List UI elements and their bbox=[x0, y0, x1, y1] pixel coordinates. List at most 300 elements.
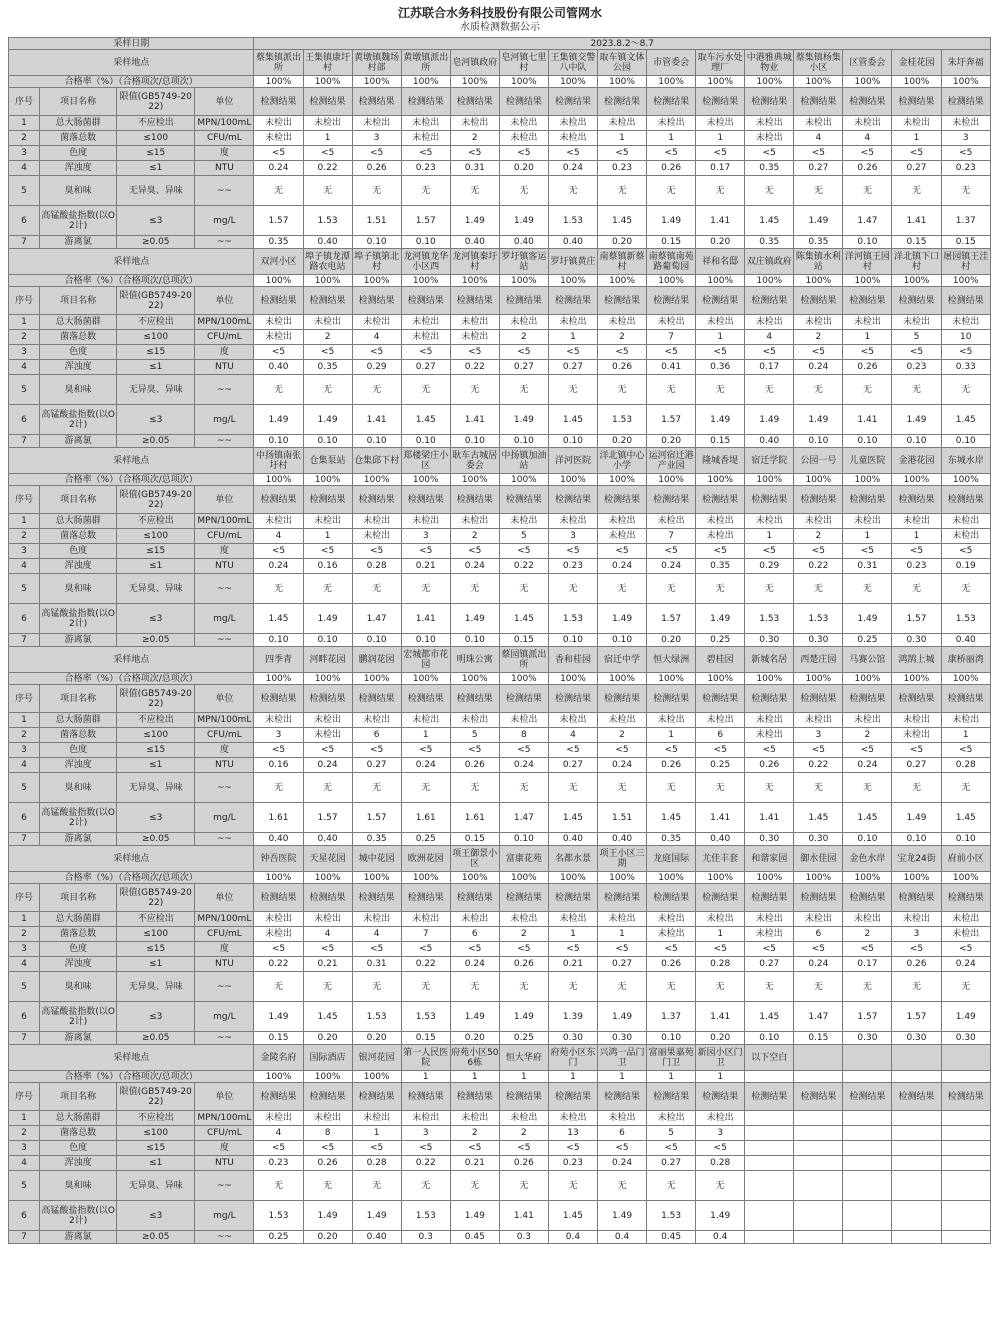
item-name: 总大肠菌群 bbox=[40, 713, 117, 728]
item-unit: CFU/mL bbox=[195, 330, 254, 345]
result-cell: 未检出 bbox=[303, 116, 352, 131]
result-cell: 1.49 bbox=[254, 1002, 303, 1032]
result-cell: 无 bbox=[450, 176, 499, 206]
result-cell: 未检出 bbox=[745, 927, 794, 942]
result-cell: 1 bbox=[401, 728, 450, 743]
site-name: 宏城都市花园 bbox=[401, 647, 450, 673]
site-name: 金桂花园 bbox=[892, 50, 941, 76]
pass-rate-value bbox=[892, 1071, 941, 1083]
result-cell: 0.30 bbox=[794, 634, 843, 647]
result-cell: 0.35 bbox=[745, 161, 794, 176]
item-number: 3 bbox=[9, 345, 40, 360]
result-cell: 无 bbox=[892, 375, 941, 405]
result-cell: <5 bbox=[303, 345, 352, 360]
result-cell: 0.10 bbox=[597, 634, 646, 647]
result-cell: <5 bbox=[696, 146, 745, 161]
result-cell: 0.24 bbox=[450, 559, 499, 574]
result-cell: 无 bbox=[597, 1171, 646, 1201]
result-cell: 2 bbox=[450, 1126, 499, 1141]
item-limit: ≤15 bbox=[117, 345, 195, 360]
result-cell: 1.57 bbox=[647, 405, 696, 435]
result-cell: 7 bbox=[647, 529, 696, 544]
result-cell: 未检出 bbox=[597, 529, 646, 544]
result-cell: <5 bbox=[401, 942, 450, 957]
result-cell: 无 bbox=[794, 574, 843, 604]
result-cell: 0.15 bbox=[941, 236, 990, 249]
result-cell: 未检出 bbox=[352, 514, 401, 529]
result-cell: 无 bbox=[745, 375, 794, 405]
result-cell: 0.20 bbox=[696, 1032, 745, 1045]
item-limit: 无异臭、异味 bbox=[117, 574, 195, 604]
result-cell: 2 bbox=[597, 330, 646, 345]
result-cell: <5 bbox=[892, 146, 941, 161]
item-limit: ≥0.05 bbox=[117, 1231, 195, 1244]
item-row bbox=[9, 375, 991, 405]
site-name: 项王御景小区 bbox=[450, 846, 499, 872]
result-cell: 0.20 bbox=[696, 236, 745, 249]
result-cell: <5 bbox=[745, 544, 794, 559]
item-number: 5 bbox=[9, 1171, 40, 1201]
header-item-name: 项目名称 bbox=[40, 685, 117, 713]
result-cell: 0.10 bbox=[352, 435, 401, 448]
item-name: 游离氯 bbox=[40, 435, 117, 448]
item-limit: ≤100 bbox=[117, 529, 195, 544]
header-item-name: 项目名称 bbox=[40, 88, 117, 116]
item-row bbox=[9, 1231, 991, 1244]
item-limit: ≤3 bbox=[117, 206, 195, 236]
result-cell: 5 bbox=[450, 728, 499, 743]
result-cell: 0.27 bbox=[401, 360, 450, 375]
result-cell: 未检出 bbox=[499, 514, 548, 529]
header-result: 检测结果 bbox=[254, 884, 303, 912]
result-cell: 0.24 bbox=[597, 559, 646, 574]
result-cell: 无 bbox=[499, 773, 548, 803]
site-name: 洋北镇下口村 bbox=[892, 249, 941, 275]
header-result: 检测结果 bbox=[843, 88, 892, 116]
result-cell: 0.24 bbox=[597, 758, 646, 773]
result-cell: 无 bbox=[352, 972, 401, 1002]
result-cell: 0.10 bbox=[254, 634, 303, 647]
item-name: 高锰酸盐指数(以O2计) bbox=[40, 1002, 117, 1032]
result-cell: <5 bbox=[892, 345, 941, 360]
result-cell: <5 bbox=[941, 345, 990, 360]
result-cell: 0.24 bbox=[794, 360, 843, 375]
item-unit: CFU/mL bbox=[195, 529, 254, 544]
item-number: 6 bbox=[9, 604, 40, 634]
result-cell: 0.10 bbox=[941, 833, 990, 846]
item-number: 1 bbox=[9, 713, 40, 728]
item-number: 4 bbox=[9, 957, 40, 972]
result-cell: 0.22 bbox=[401, 1156, 450, 1171]
result-cell: 1.41 bbox=[401, 604, 450, 634]
item-limit: ≤100 bbox=[117, 927, 195, 942]
result-cell: 0.35 bbox=[254, 236, 303, 249]
result-cell: 0.17 bbox=[843, 957, 892, 972]
result-cell: 1 bbox=[941, 728, 990, 743]
site-row bbox=[9, 50, 991, 76]
result-cell: 1.45 bbox=[794, 803, 843, 833]
result-cell: 1 bbox=[548, 330, 597, 345]
item-row bbox=[9, 604, 991, 634]
header-result: 检测结果 bbox=[843, 287, 892, 315]
result-cell: 1 bbox=[597, 927, 646, 942]
item-name: 高锰酸盐指数(以O2计) bbox=[40, 206, 117, 236]
result-cell: 无 bbox=[401, 176, 450, 206]
site-name: 南蔡镇新蔡村 bbox=[597, 249, 646, 275]
result-cell: 1.41 bbox=[696, 803, 745, 833]
pass-rate-value: 100% bbox=[794, 872, 843, 884]
site-name: 天星花园 bbox=[303, 846, 352, 872]
result-cell bbox=[794, 1231, 843, 1244]
item-unit: ~~ bbox=[195, 1032, 254, 1045]
header-result: 检测结果 bbox=[303, 884, 352, 912]
site-name: 鹏润花园 bbox=[352, 647, 401, 673]
result-cell bbox=[745, 1141, 794, 1156]
result-cell: 1.49 bbox=[941, 1002, 990, 1032]
header-result: 检测结果 bbox=[352, 884, 401, 912]
result-cell: 未检出 bbox=[597, 1111, 646, 1126]
pass-rate-value: 100% bbox=[401, 474, 450, 486]
site-name: 陈集镇水利站 bbox=[794, 249, 843, 275]
result-cell: 未检出 bbox=[745, 912, 794, 927]
result-cell: <5 bbox=[892, 942, 941, 957]
result-cell: 0.40 bbox=[499, 236, 548, 249]
result-cell: 1.45 bbox=[745, 206, 794, 236]
item-name: 游离氯 bbox=[40, 1032, 117, 1045]
result-cell: 0.10 bbox=[450, 435, 499, 448]
result-cell: 1.49 bbox=[499, 405, 548, 435]
result-cell: 0.33 bbox=[941, 360, 990, 375]
pass-rate-value: 100% bbox=[548, 872, 597, 884]
item-unit: ~~ bbox=[195, 435, 254, 448]
item-number: 4 bbox=[9, 360, 40, 375]
result-cell: 0.41 bbox=[647, 360, 696, 375]
result-cell: 1 bbox=[696, 131, 745, 146]
item-number: 1 bbox=[9, 315, 40, 330]
result-cell: 0.28 bbox=[696, 1156, 745, 1171]
result-cell bbox=[794, 1111, 843, 1126]
result-cell: 未检出 bbox=[794, 713, 843, 728]
site-name bbox=[941, 1045, 990, 1071]
header-limit: 限值(GB5749-2022) bbox=[117, 884, 195, 912]
result-cell: 未检出 bbox=[647, 927, 696, 942]
header-result: 检测结果 bbox=[941, 884, 990, 912]
item-limit: ≥0.05 bbox=[117, 634, 195, 647]
header-result: 检测结果 bbox=[303, 486, 352, 514]
result-cell: <5 bbox=[548, 743, 597, 758]
result-cell: 无 bbox=[450, 1171, 499, 1201]
pass-rate-value: 100% bbox=[794, 474, 843, 486]
result-cell: <5 bbox=[352, 544, 401, 559]
pass-rate-value: 100% bbox=[941, 474, 990, 486]
result-cell: 未检出 bbox=[303, 315, 352, 330]
result-cell: 3 bbox=[941, 131, 990, 146]
result-cell: 无 bbox=[597, 972, 646, 1002]
header-result: 检测结果 bbox=[794, 287, 843, 315]
result-cell: 未检出 bbox=[303, 1111, 352, 1126]
item-name: 菌落总数 bbox=[40, 1126, 117, 1141]
pass-rate-value: 100% bbox=[794, 275, 843, 287]
result-cell: 2 bbox=[450, 529, 499, 544]
result-cell: <5 bbox=[401, 1141, 450, 1156]
result-cell: <5 bbox=[548, 544, 597, 559]
result-cell: 无 bbox=[254, 176, 303, 206]
pass-rate-row bbox=[9, 474, 991, 486]
result-cell: 无 bbox=[696, 176, 745, 206]
header-result: 检测结果 bbox=[745, 88, 794, 116]
result-cell: <5 bbox=[352, 743, 401, 758]
site-name: 欧洲花园 bbox=[401, 846, 450, 872]
result-cell: 4 bbox=[794, 131, 843, 146]
result-cell: 1.45 bbox=[548, 405, 597, 435]
result-cell: 未检出 bbox=[401, 330, 450, 345]
result-cell: 1.49 bbox=[745, 405, 794, 435]
item-limit: 无异臭、异味 bbox=[117, 773, 195, 803]
result-cell bbox=[843, 1111, 892, 1126]
item-number: 7 bbox=[9, 634, 40, 647]
item-name: 游离氯 bbox=[40, 1231, 117, 1244]
result-cell bbox=[892, 1156, 941, 1171]
item-row bbox=[9, 972, 991, 1002]
pass-rate-value: 100% bbox=[745, 673, 794, 685]
item-limit: 不应检出 bbox=[117, 315, 195, 330]
result-cell: 0.20 bbox=[647, 435, 696, 448]
site-name: 四季青 bbox=[254, 647, 303, 673]
site-name: 中港雅典城物业 bbox=[745, 50, 794, 76]
item-number: 4 bbox=[9, 758, 40, 773]
result-cell: 0.24 bbox=[941, 957, 990, 972]
pass-rate-value: 100% bbox=[548, 474, 597, 486]
header-result: 检测结果 bbox=[843, 1083, 892, 1111]
item-number: 2 bbox=[9, 131, 40, 146]
result-cell: <5 bbox=[548, 146, 597, 161]
header-result: 检测结果 bbox=[254, 88, 303, 116]
site-name: 西楚庄园 bbox=[794, 647, 843, 673]
header-result: 检测结果 bbox=[745, 685, 794, 713]
item-name: 总大肠菌群 bbox=[40, 116, 117, 131]
result-cell: 无 bbox=[794, 176, 843, 206]
header-result: 检测结果 bbox=[794, 88, 843, 116]
item-row bbox=[9, 116, 991, 131]
item-limit: ≤15 bbox=[117, 544, 195, 559]
pass-rate-value: 100% bbox=[843, 673, 892, 685]
pass-rate-value: 100% bbox=[597, 872, 646, 884]
column-header-row bbox=[9, 287, 991, 315]
result-cell: 未检出 bbox=[696, 315, 745, 330]
result-cell: 未检出 bbox=[647, 315, 696, 330]
result-cell: 0.10 bbox=[843, 435, 892, 448]
item-name: 高锰酸盐指数(以O2计) bbox=[40, 405, 117, 435]
site-name: 市管委会 bbox=[647, 50, 696, 76]
result-cell: 1 bbox=[303, 131, 352, 146]
result-cell: 无 bbox=[745, 972, 794, 1002]
result-cell: 未检出 bbox=[254, 315, 303, 330]
header-result: 检测结果 bbox=[892, 486, 941, 514]
result-cell: 未检出 bbox=[941, 713, 990, 728]
site-name: 祥和名邸 bbox=[696, 249, 745, 275]
header-result: 检测结果 bbox=[745, 287, 794, 315]
result-cell: 4 bbox=[254, 529, 303, 544]
result-cell: 无 bbox=[647, 574, 696, 604]
result-cell: 0.24 bbox=[401, 758, 450, 773]
result-cell: 0.40 bbox=[254, 360, 303, 375]
site-name: 碧桂园 bbox=[696, 647, 745, 673]
result-cell: 未检出 bbox=[499, 1111, 548, 1126]
result-cell: 未检出 bbox=[745, 514, 794, 529]
site-name: 蔡集镇杨集小区 bbox=[794, 50, 843, 76]
result-cell: 0.36 bbox=[696, 360, 745, 375]
header-result: 检测结果 bbox=[941, 685, 990, 713]
site-name: 皂河镇七里村 bbox=[499, 50, 548, 76]
result-cell: 3 bbox=[794, 728, 843, 743]
header-result: 检测结果 bbox=[401, 88, 450, 116]
result-cell bbox=[941, 1141, 990, 1156]
result-cell: <5 bbox=[303, 544, 352, 559]
result-cell: 0.26 bbox=[647, 758, 696, 773]
result-cell bbox=[941, 1111, 990, 1126]
header-seq: 序号 bbox=[9, 486, 40, 514]
item-limit: 无异臭、异味 bbox=[117, 375, 195, 405]
result-cell: 1.51 bbox=[352, 206, 401, 236]
result-cell: 0.16 bbox=[303, 559, 352, 574]
result-cell: 7 bbox=[647, 330, 696, 345]
item-name: 游离氯 bbox=[40, 236, 117, 249]
report-subtitle: 水质检测数据公示 bbox=[460, 22, 540, 33]
pass-rate-value: 100% bbox=[303, 474, 352, 486]
item-row bbox=[9, 146, 991, 161]
site-name: 项王小区三期 bbox=[597, 846, 646, 872]
item-limit: ≤100 bbox=[117, 330, 195, 345]
pass-rate-value: 100% bbox=[892, 673, 941, 685]
result-cell: 1.49 bbox=[892, 803, 941, 833]
item-name: 总大肠菌群 bbox=[40, 1111, 117, 1126]
header-result: 检测结果 bbox=[843, 685, 892, 713]
item-limit: 不应检出 bbox=[117, 1111, 195, 1126]
result-cell: 无 bbox=[745, 176, 794, 206]
result-cell: 4 bbox=[352, 927, 401, 942]
result-cell: <5 bbox=[303, 146, 352, 161]
pass-rate-value: 100% bbox=[647, 673, 696, 685]
header-result: 检测结果 bbox=[303, 88, 352, 116]
site-name: 府苑小区东门 bbox=[548, 1045, 597, 1071]
result-cell: 1.41 bbox=[696, 1002, 745, 1032]
result-cell: 0.4 bbox=[548, 1231, 597, 1244]
header-result: 检测结果 bbox=[647, 1083, 696, 1111]
result-cell: 无 bbox=[892, 574, 941, 604]
result-cell: 0.10 bbox=[745, 1032, 794, 1045]
header-result: 检测结果 bbox=[401, 884, 450, 912]
result-cell: 0.27 bbox=[794, 161, 843, 176]
result-cell: 0.15 bbox=[892, 236, 941, 249]
header-result: 检测结果 bbox=[254, 1083, 303, 1111]
item-name: 总大肠菌群 bbox=[40, 514, 117, 529]
result-cell: 未检出 bbox=[843, 713, 892, 728]
result-cell: 0.27 bbox=[745, 957, 794, 972]
item-unit: 度 bbox=[195, 942, 254, 957]
result-cell: 未检出 bbox=[892, 315, 941, 330]
item-row bbox=[9, 330, 991, 345]
header-result: 检测结果 bbox=[647, 884, 696, 912]
header-result: 检测结果 bbox=[745, 1083, 794, 1111]
item-name: 游离氯 bbox=[40, 634, 117, 647]
result-cell: 未检出 bbox=[647, 713, 696, 728]
pass-rate-row bbox=[9, 275, 991, 287]
result-cell: 1 bbox=[696, 927, 745, 942]
result-cell: 无 bbox=[450, 574, 499, 604]
result-cell: 未检出 bbox=[254, 927, 303, 942]
result-cell: 0.10 bbox=[548, 435, 597, 448]
item-name: 臭和味 bbox=[40, 1171, 117, 1201]
item-limit: 不应检出 bbox=[117, 912, 195, 927]
result-cell bbox=[843, 1156, 892, 1171]
header-unit: 单位 bbox=[195, 1083, 254, 1111]
result-cell: <5 bbox=[548, 942, 597, 957]
pass-rate-value: 100% bbox=[941, 76, 990, 88]
item-row bbox=[9, 345, 991, 360]
column-header-row bbox=[9, 884, 991, 912]
result-cell: 0.22 bbox=[499, 559, 548, 574]
result-cell: 3 bbox=[892, 927, 941, 942]
result-cell: 2 bbox=[450, 131, 499, 146]
item-row bbox=[9, 559, 991, 574]
result-cell: <5 bbox=[401, 345, 450, 360]
item-number: 1 bbox=[9, 514, 40, 529]
result-cell: 1.57 bbox=[843, 1002, 892, 1032]
result-cell: 8 bbox=[499, 728, 548, 743]
result-cell: 未检出 bbox=[303, 713, 352, 728]
site-row bbox=[9, 846, 991, 872]
site-name: 运河宿迁港产业园 bbox=[647, 448, 696, 474]
result-cell: <5 bbox=[647, 544, 696, 559]
result-cell: 未检出 bbox=[892, 912, 941, 927]
result-cell: 0.17 bbox=[696, 161, 745, 176]
result-cell: 3 bbox=[401, 1126, 450, 1141]
result-cell: 0.23 bbox=[254, 1156, 303, 1171]
header-result: 检测结果 bbox=[941, 486, 990, 514]
header-result: 检测结果 bbox=[892, 287, 941, 315]
site-name: 银河花园 bbox=[352, 1045, 401, 1071]
pass-rate-value: 100% bbox=[892, 872, 941, 884]
result-cell: 0.4 bbox=[696, 1231, 745, 1244]
result-cell: 0.17 bbox=[745, 360, 794, 375]
header-result: 检测结果 bbox=[597, 88, 646, 116]
pass-rate-value bbox=[843, 1071, 892, 1083]
result-cell: 1.49 bbox=[499, 206, 548, 236]
result-cell: 0.45 bbox=[647, 1231, 696, 1244]
pass-rate-value: 100% bbox=[647, 872, 696, 884]
result-cell: 0.35 bbox=[303, 360, 352, 375]
header-result: 检测结果 bbox=[548, 1083, 597, 1111]
result-cell: 0.27 bbox=[548, 758, 597, 773]
result-cell: 未检出 bbox=[254, 330, 303, 345]
result-cell: 无 bbox=[843, 375, 892, 405]
result-cell: 0.10 bbox=[352, 634, 401, 647]
item-name: 浑浊度 bbox=[40, 360, 117, 375]
result-cell: <5 bbox=[303, 942, 352, 957]
result-cell: 1.49 bbox=[303, 604, 352, 634]
pass-rate-value: 100% bbox=[597, 474, 646, 486]
result-cell: 无 bbox=[352, 375, 401, 405]
result-cell: 0.24 bbox=[597, 1156, 646, 1171]
result-cell: 7 bbox=[401, 927, 450, 942]
result-cell: 无 bbox=[254, 773, 303, 803]
result-cell: 未检出 bbox=[892, 116, 941, 131]
result-cell: 8 bbox=[303, 1126, 352, 1141]
pass-rate-label: 合格率（%）（合格项次/总项次） bbox=[9, 1071, 254, 1083]
result-cell: 无 bbox=[352, 1171, 401, 1201]
header-result: 检测结果 bbox=[401, 486, 450, 514]
result-cell: <5 bbox=[254, 544, 303, 559]
